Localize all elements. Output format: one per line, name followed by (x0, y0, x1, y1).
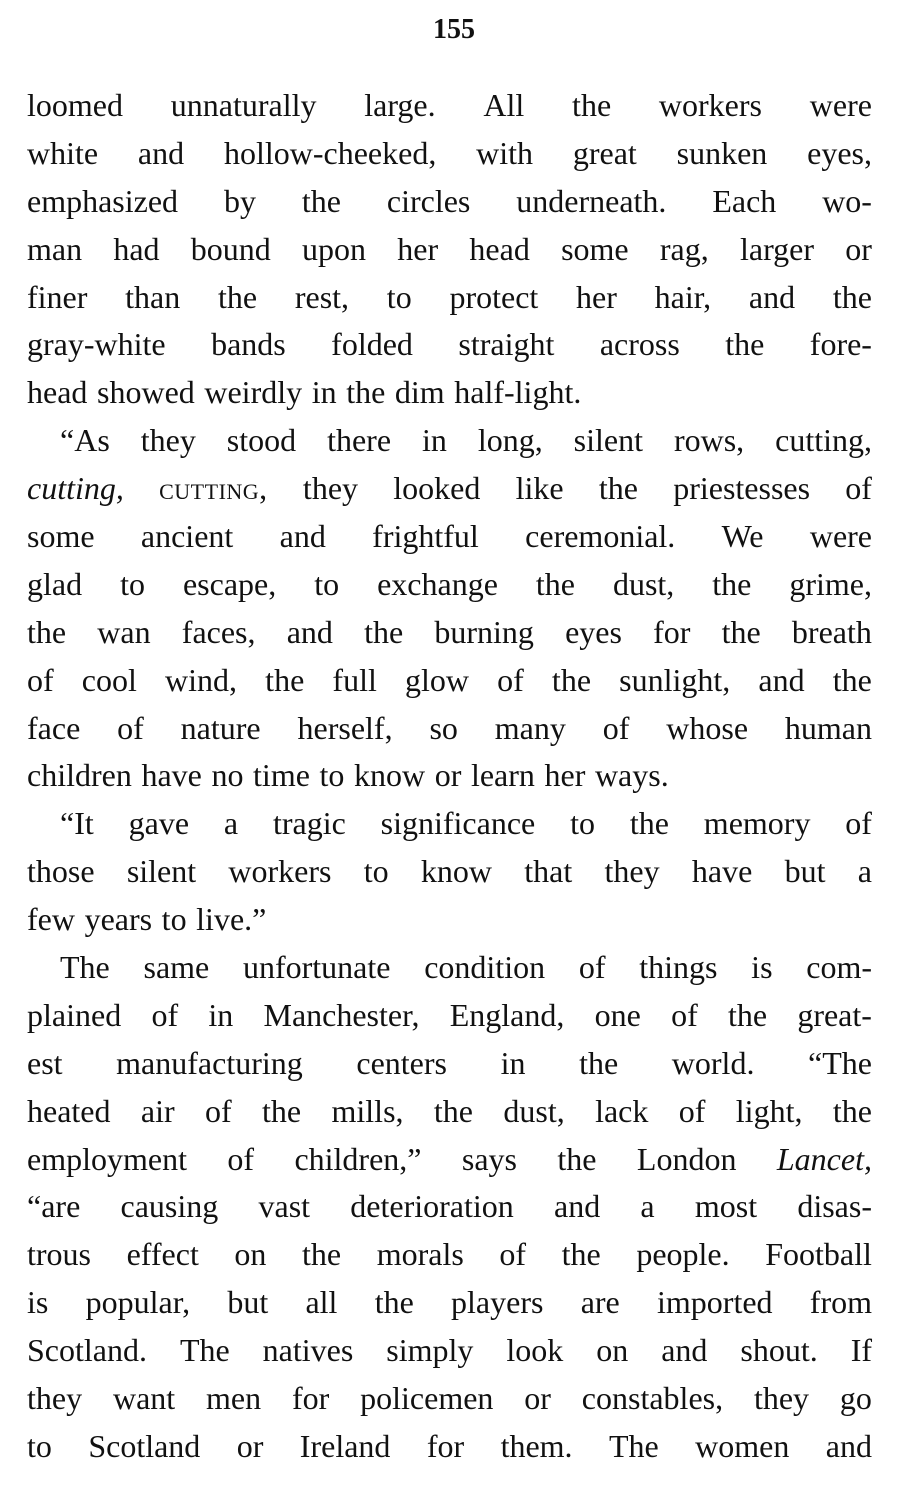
word: the (364, 613, 404, 650)
word: human (784, 709, 872, 746)
word: things (639, 949, 718, 986)
word: the (551, 661, 592, 698)
word: those (27, 853, 95, 890)
word: disas- (797, 1188, 872, 1225)
word: London (636, 1140, 737, 1177)
word: on (596, 1332, 629, 1369)
word: natives (262, 1332, 354, 1369)
word: the (302, 1236, 342, 1273)
word: have (691, 853, 753, 890)
word: for (291, 1380, 330, 1417)
word: herself, (297, 709, 393, 746)
word: dust, (503, 1092, 565, 1129)
word: ceremonial. (525, 518, 676, 555)
word: her (544, 757, 586, 794)
word: memory (703, 805, 811, 842)
text-line (27, 130, 872, 178)
word: people. (636, 1236, 730, 1273)
word: We (721, 518, 764, 555)
word: players (451, 1284, 544, 1321)
word: morals (376, 1236, 464, 1273)
word: England, (449, 996, 565, 1033)
text-line (27, 992, 872, 1040)
word: children,” (294, 1140, 422, 1177)
text-line (27, 705, 872, 753)
word: is (751, 949, 773, 986)
word: policemen (360, 1380, 494, 1417)
word: of (845, 805, 872, 842)
word: have (141, 757, 202, 794)
word: wan (97, 613, 151, 650)
text-line (27, 1183, 872, 1231)
word: popular, (85, 1284, 191, 1321)
word: like (515, 470, 564, 507)
text-line (27, 417, 872, 465)
word: but (227, 1284, 269, 1321)
italic-word: cutting, (27, 470, 124, 507)
word: imported (657, 1284, 773, 1321)
word: children (27, 757, 132, 794)
word: in (421, 422, 447, 459)
word: circles (386, 182, 471, 219)
word: Ireland (299, 1427, 391, 1464)
word: they (753, 1380, 810, 1417)
word: Manchester, (263, 996, 420, 1033)
word: than (125, 278, 181, 315)
word: the (727, 996, 768, 1033)
word: but (784, 853, 826, 890)
word: cutting, (775, 422, 872, 459)
word: heated (27, 1092, 111, 1129)
word: sunken (676, 134, 768, 171)
word: full (332, 661, 377, 698)
word: sunlight, (619, 661, 731, 698)
word: manufacturing (116, 1044, 303, 1081)
word: mills, (331, 1092, 404, 1129)
word: to (161, 901, 187, 938)
word: shout. (740, 1332, 818, 1369)
text-line (27, 1375, 872, 1423)
word: frightful (372, 518, 479, 555)
word: no (211, 757, 244, 794)
word: for (426, 1427, 465, 1464)
word: straight (458, 326, 555, 363)
text-line (27, 226, 872, 274)
word: want (112, 1380, 176, 1417)
word: of (678, 1092, 706, 1129)
word: they (604, 853, 660, 890)
text-line (27, 274, 872, 322)
word: the (832, 278, 872, 315)
word: tragic (272, 805, 346, 842)
word: great- (797, 996, 872, 1033)
word: time (253, 757, 310, 794)
word: in (500, 1044, 526, 1081)
word: hair, (654, 278, 712, 315)
word: Football (765, 1236, 872, 1273)
word: of (499, 1236, 527, 1273)
word: they (302, 470, 359, 507)
word: to (27, 1427, 52, 1464)
word: the (561, 1236, 601, 1273)
word: to (120, 565, 145, 602)
word: deterioration (350, 1188, 514, 1225)
word: the (218, 278, 258, 315)
word: from (809, 1284, 872, 1321)
word: workers (658, 87, 762, 123)
word: protect (449, 278, 539, 315)
word: breath (791, 613, 872, 650)
word: are (580, 1284, 620, 1321)
word: a (857, 853, 872, 890)
word: gave (128, 805, 190, 842)
word: workers (228, 853, 332, 890)
word: and (137, 134, 185, 171)
word: employment (27, 1140, 187, 1177)
word: head (27, 374, 88, 411)
word: wind, (165, 661, 238, 698)
text-line (27, 513, 872, 561)
word: grime, (789, 565, 872, 602)
word: gray-white (27, 326, 166, 363)
word: or (434, 757, 462, 794)
text-line (27, 848, 872, 896)
word: great (572, 134, 637, 171)
word: face (27, 709, 81, 746)
text-line (27, 1040, 872, 1088)
word: com- (806, 949, 872, 986)
word: the (721, 613, 761, 650)
word: the (725, 326, 765, 363)
word: for (653, 613, 691, 650)
word: them. (500, 1427, 573, 1464)
word: unfortunate (242, 949, 391, 986)
word: by (223, 182, 256, 219)
word: rag, (659, 230, 709, 267)
word: most (694, 1188, 758, 1225)
word: to (319, 757, 345, 794)
word: bands (211, 326, 286, 363)
word: there (327, 422, 392, 459)
word: or (524, 1380, 551, 1417)
word: simply (386, 1332, 474, 1369)
word: of (205, 1092, 232, 1129)
text-line (27, 1279, 872, 1327)
word: to (570, 805, 595, 842)
word: “It (60, 805, 94, 842)
text-line (27, 609, 872, 657)
word: of (602, 709, 630, 746)
word: and (279, 518, 326, 555)
word: were (809, 87, 872, 123)
word: “The (808, 1044, 872, 1081)
word: rows, (673, 422, 745, 459)
word: est (27, 1044, 63, 1081)
word: escape, (182, 565, 277, 602)
word: All (483, 87, 525, 123)
word: to (314, 565, 340, 602)
text-line (27, 800, 872, 848)
word: the (301, 182, 341, 219)
word: Scotland. (27, 1332, 147, 1369)
word: priestesses (673, 470, 811, 507)
word: few (27, 901, 75, 938)
word: the (598, 470, 638, 507)
word: white (27, 134, 99, 171)
word: that (524, 853, 573, 890)
word: know (420, 853, 493, 890)
word: exchange (377, 565, 498, 602)
word: glad (27, 565, 83, 602)
word: the (27, 613, 67, 650)
word: of (27, 661, 54, 698)
word: dust, (612, 565, 675, 602)
word: vast (258, 1188, 311, 1225)
word: the (262, 1092, 302, 1129)
word: know (353, 757, 426, 794)
word: world. (671, 1044, 755, 1081)
word: looked (393, 470, 481, 507)
word: had (113, 230, 160, 267)
word: go (839, 1380, 872, 1417)
word: dim (394, 374, 445, 411)
word: fore- (809, 326, 872, 363)
word: finer (27, 278, 88, 315)
word: says (461, 1140, 517, 1177)
word: man (27, 230, 83, 267)
word: The (179, 1332, 230, 1369)
word: the (265, 661, 305, 698)
small-caps-word: cutting, (159, 470, 268, 507)
word: emphasized (27, 182, 179, 219)
word: wo- (822, 182, 872, 219)
word: eyes (565, 613, 622, 650)
word: condition (424, 949, 546, 986)
word: ancient (140, 518, 234, 555)
word: one (594, 996, 641, 1033)
word: same (143, 949, 210, 986)
word: whose (666, 709, 749, 746)
word: light, (735, 1092, 803, 1129)
word: so (429, 709, 458, 746)
word: women (695, 1427, 790, 1464)
word: centers (356, 1044, 447, 1081)
word: half-light. (454, 374, 582, 411)
word: loomed (27, 87, 123, 123)
word: air (140, 1092, 175, 1129)
word: a (223, 805, 239, 842)
word: of (497, 661, 524, 698)
word: with (476, 134, 534, 171)
word: head (469, 230, 530, 267)
word: large. (364, 87, 436, 123)
word: of (151, 996, 179, 1033)
word: ways. (594, 757, 669, 794)
word: or (845, 230, 872, 267)
word: the (629, 805, 669, 842)
text-line (27, 369, 872, 417)
word: bound (190, 230, 271, 267)
word: in (208, 996, 234, 1033)
word: nature (180, 709, 261, 746)
word: “As (60, 422, 110, 459)
word: to (363, 853, 389, 890)
word: silent (126, 853, 197, 890)
word: and (661, 1332, 708, 1369)
word: rest, (294, 278, 350, 315)
word: weirdly (204, 374, 303, 411)
text-line (27, 1327, 872, 1375)
word: all (305, 1284, 338, 1321)
text-line (27, 944, 872, 992)
word: to (386, 278, 412, 315)
text-line (27, 178, 872, 226)
word: long, (477, 422, 543, 459)
word: a (640, 1188, 655, 1225)
word: of (845, 470, 872, 507)
text-line (27, 1136, 872, 1184)
word: men (206, 1380, 262, 1417)
word: live.” (196, 901, 267, 938)
word: lack (595, 1092, 649, 1129)
body-text (27, 82, 872, 1471)
word: of (671, 996, 698, 1033)
word: some (27, 518, 95, 555)
text-line (27, 752, 872, 800)
word: and (825, 1427, 872, 1464)
word: many (494, 709, 566, 746)
word: they (27, 1380, 83, 1417)
word: years (84, 901, 153, 938)
text-line (27, 1088, 872, 1136)
word: some (561, 230, 629, 267)
word: the (579, 1044, 619, 1081)
word: underneath. (516, 182, 667, 219)
word: of (227, 1140, 255, 1177)
word: larger (739, 230, 814, 267)
word: the (832, 661, 872, 698)
word: stood (226, 422, 297, 459)
text-line (27, 1231, 872, 1279)
word: significance (380, 805, 536, 842)
word: silent (573, 422, 643, 459)
italic-word: Lancet, (776, 1140, 872, 1177)
word: the (535, 565, 575, 602)
word: in (311, 374, 337, 411)
word: upon (302, 230, 367, 267)
word: The (60, 949, 110, 986)
word: her (397, 230, 439, 267)
word: look (506, 1332, 564, 1369)
word: the (712, 565, 752, 602)
text-line (27, 465, 872, 513)
word: and (553, 1188, 601, 1225)
word: If (850, 1332, 872, 1369)
word: constables, (581, 1380, 724, 1417)
word: effect (126, 1236, 199, 1273)
text-line (27, 1423, 872, 1471)
word: across (599, 326, 680, 363)
word: burning (434, 613, 534, 650)
text-line (27, 321, 872, 369)
word: causing (120, 1188, 219, 1225)
word: unnaturally (170, 87, 317, 123)
word: they (140, 422, 196, 459)
word: faces, (181, 613, 256, 650)
text-line (27, 896, 872, 944)
word: and (286, 613, 333, 650)
word: of (117, 709, 144, 746)
word: and (748, 278, 796, 315)
word: on (234, 1236, 267, 1273)
word: the (832, 1092, 872, 1129)
word: The (608, 1427, 659, 1464)
word: showed (97, 374, 195, 411)
word: or (236, 1427, 264, 1464)
word: and (758, 661, 805, 698)
word: of (578, 949, 606, 986)
word: Each (712, 182, 777, 219)
word: cool (81, 661, 137, 698)
word: glow (404, 661, 469, 698)
word: plained (27, 996, 122, 1033)
word: the (346, 374, 386, 411)
word: Scotland (88, 1427, 201, 1464)
word: folded (331, 326, 413, 363)
text-line (27, 561, 872, 609)
word: the (374, 1284, 414, 1321)
word: “are (27, 1188, 81, 1225)
word: the (557, 1140, 597, 1177)
text-line (27, 657, 872, 705)
word: hollow-cheeked, (223, 134, 437, 171)
word: the (572, 87, 612, 123)
word: were (809, 518, 872, 555)
page-number: 155 (433, 14, 475, 45)
word: eyes, (807, 134, 872, 171)
word: learn (470, 757, 535, 794)
word: is (27, 1284, 49, 1321)
word: the (433, 1092, 473, 1129)
word: trous (27, 1236, 91, 1273)
text-line (27, 82, 872, 130)
word: her (576, 278, 617, 315)
